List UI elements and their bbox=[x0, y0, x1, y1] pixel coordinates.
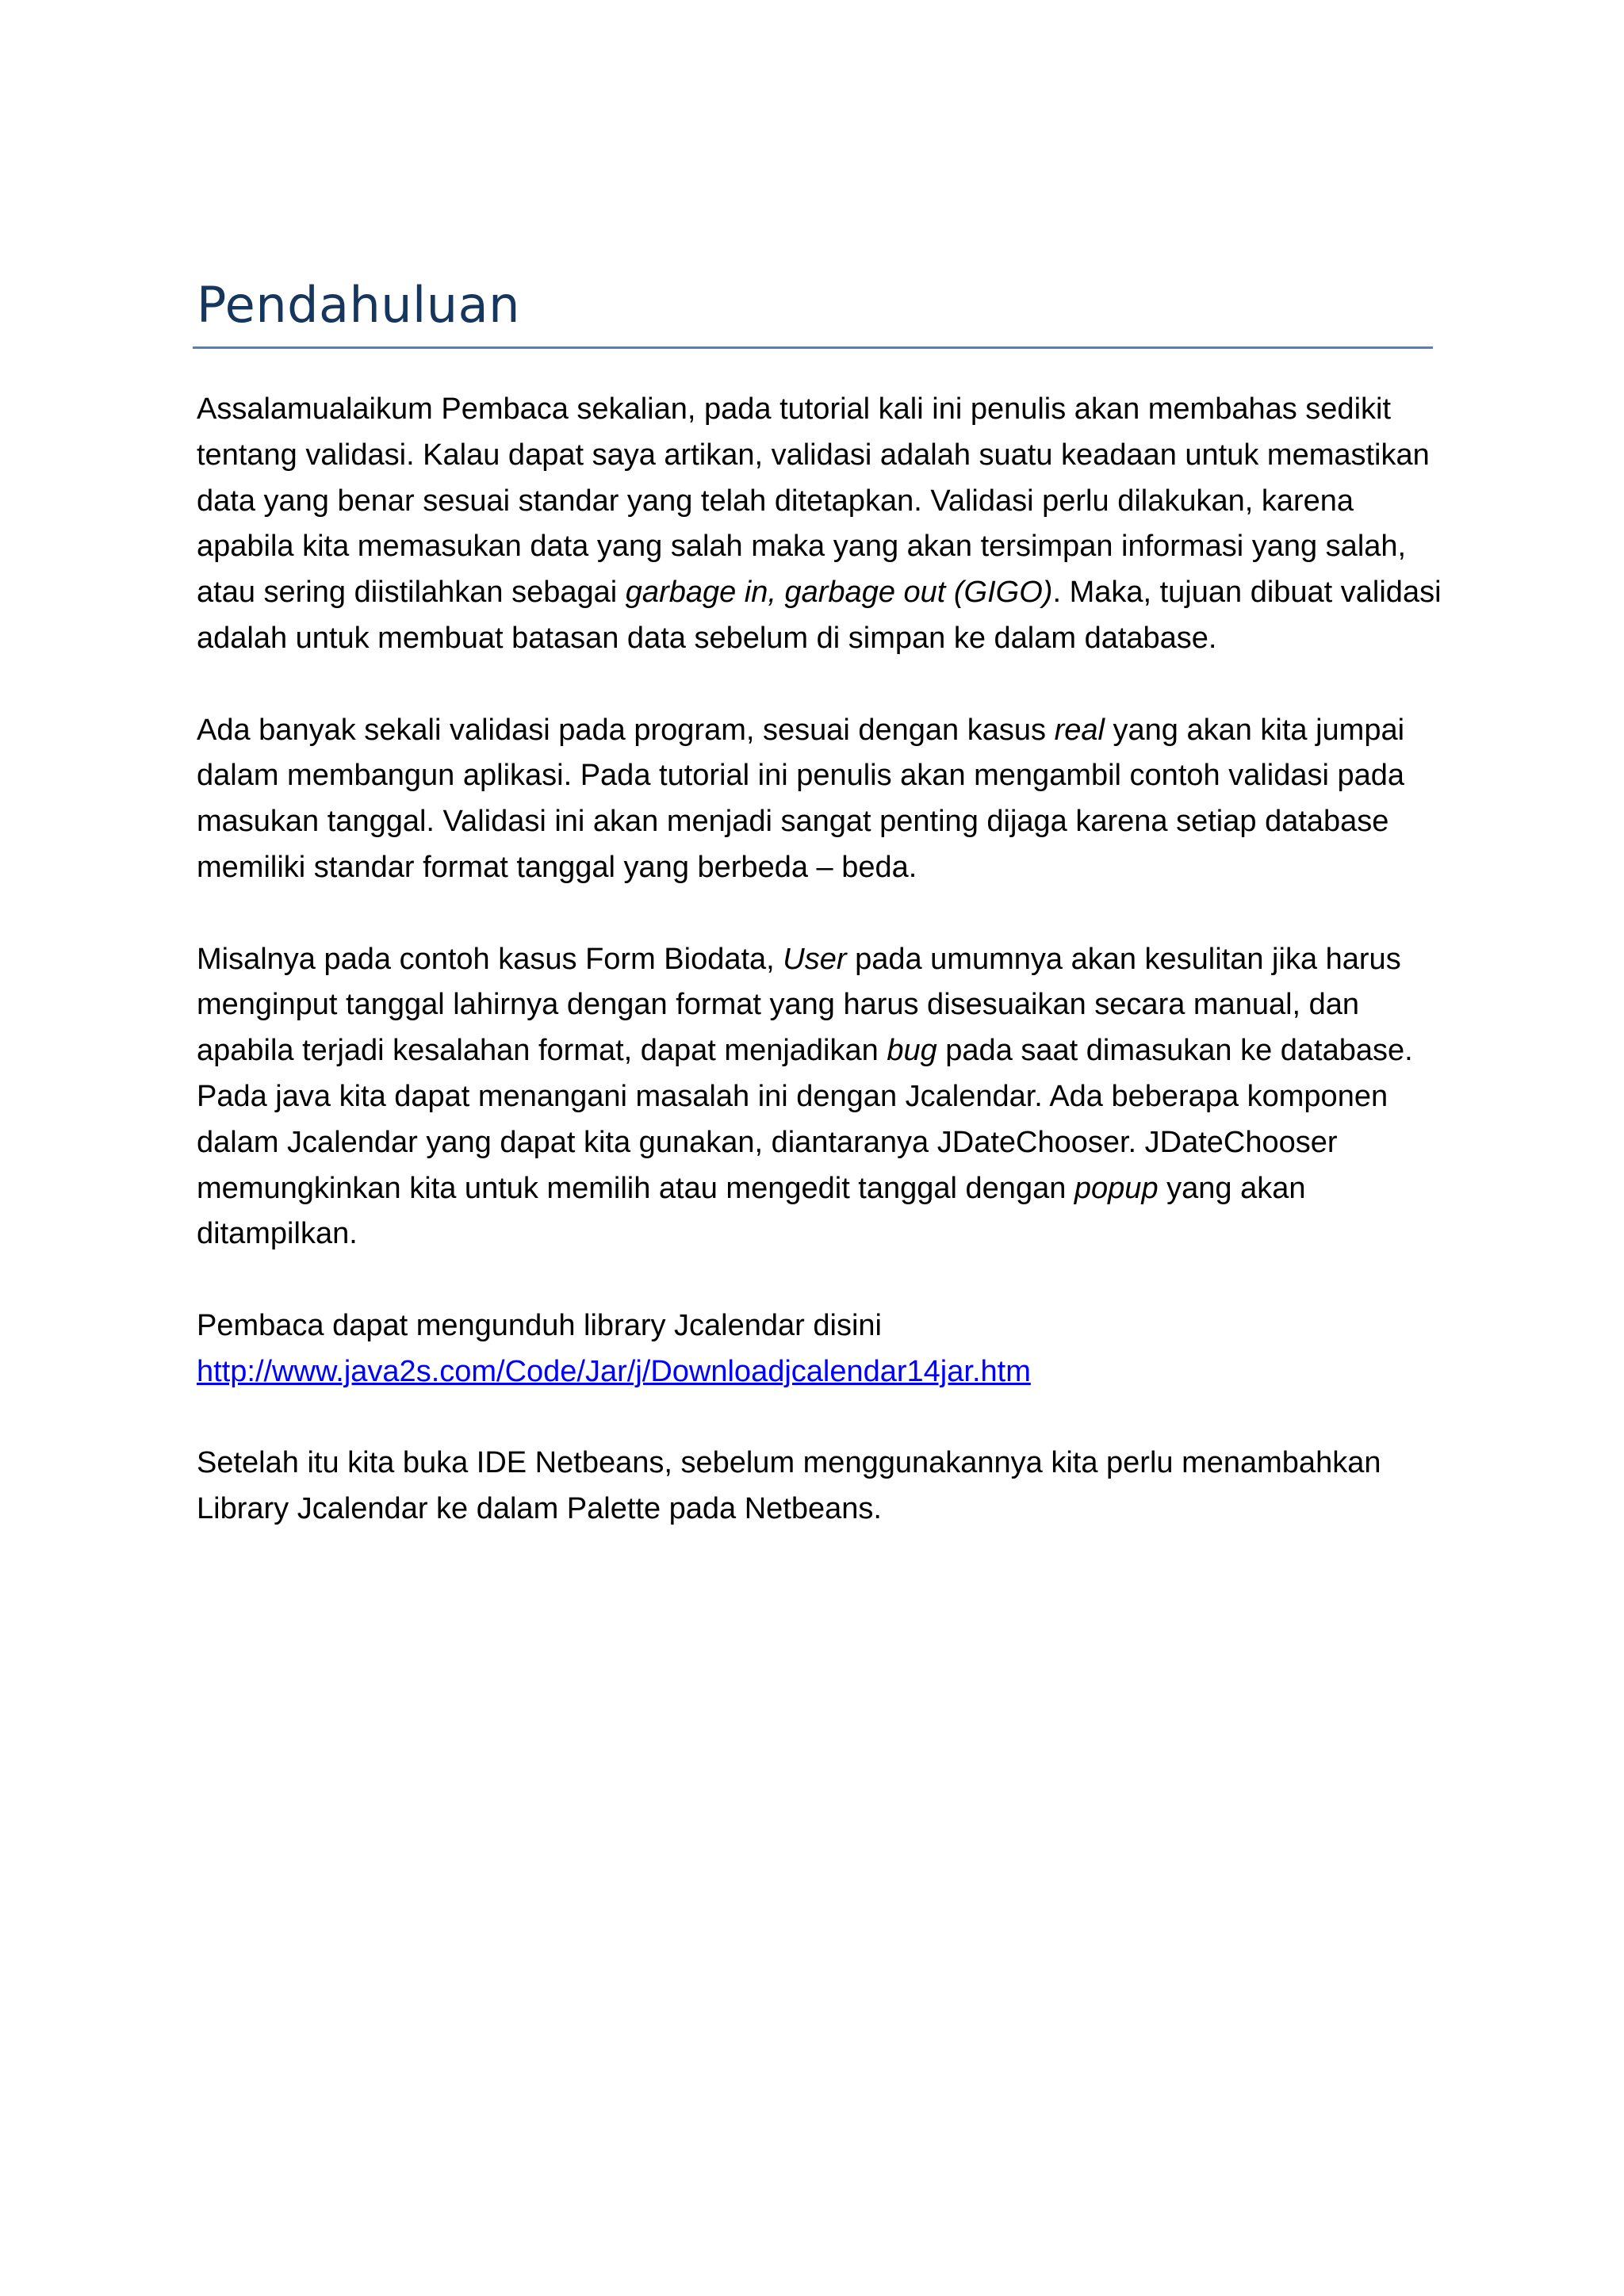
paragraph-validation-italic: real bbox=[1054, 713, 1105, 747]
paragraph-download bbox=[197, 1303, 1442, 1395]
paragraph-biodata-text-b: pada umumnya akan kesulitan jika harus menginput tanggal lahirnya dengan format yang harus disesuaikan secara manual, dan apabila terjadi kesalahan format, dapat menjadikan bbox=[197, 942, 1401, 1068]
paragraph-validation-text-b: yang akan kita jumpai dalam membangun aplikasi. Pada tutorial ini penulis akan mengambil contoh validasi pada masukan tanggal. Validasi ini akan menjadi sangat penting dijaga karena setiap database memiliki standar format tanggal yang berbeda – beda. bbox=[197, 713, 1405, 884]
paragraph-intro bbox=[197, 387, 1442, 662]
download-link[interactable]: http://www.java2s.com/Code/Jar/j/Downloadjcalendar14jar.htm bbox=[197, 1354, 1031, 1388]
paragraph-validation-cases bbox=[197, 708, 1442, 891]
paragraph-biodata-italic-popup: popup bbox=[1074, 1171, 1159, 1205]
paragraph-netbeans: Setelah itu kita buka IDE Netbeans, sebelum menggunakannya kita perlu menambahkan Library Jcalendar ke dalam Palette pada Netbeans. bbox=[197, 1446, 1381, 1526]
paragraph-form-biodata bbox=[197, 937, 1442, 1258]
paragraph-validation-text-a: Ada banyak sekali validasi pada program, sesuai dengan kasus bbox=[197, 713, 1055, 747]
paragraph-biodata-text-a: Misalnya pada contoh kasus Form Biodata, bbox=[197, 942, 783, 976]
paragraph-intro-text-b: . Maka, tujuan dibuat validasi adalah untuk membuat batasan data sebelum di simpan ke dalam database. bbox=[197, 576, 1442, 655]
paragraph-intro-italic: garbage in, garbage out (GIGO) bbox=[625, 576, 1053, 610]
paragraph-download-text: Pembaca dapat mengunduh library Jcalendar disini bbox=[197, 1308, 882, 1342]
paragraph-biodata-text-c: pada saat dimasukan ke database. Pada java kita dapat menangani masalah ini dengan Jcalendar. Ada beberapa komponen dalam Jcalendar yang dapat kita gunakan, diantaranya JDateChooser. JDateChooser memungkinkan kita untuk memilih atau mengedit tanggal dengan bbox=[197, 1034, 1413, 1205]
paragraph-biodata-text-d: yang akan ditampilkan. bbox=[197, 1171, 1306, 1251]
heading-block bbox=[197, 270, 1434, 341]
page-title: Pendahuluan bbox=[197, 276, 520, 334]
paragraph-biodata-italic-bug: bug bbox=[887, 1034, 937, 1068]
paragraph-intro-text-a: Assalamualaikum Pembaca sekalian, pada tutorial kali ini penulis akan membahas sedikit tentang validasi. Kalau dapat saya artikan, validasi adalah suatu keadaan untuk memastikan data yang benar sesuai standar yang telah ditetapkan. Validasi perlu dilakukan, karena apabila kita memasukan data yang salah maka yang akan tersimpan informasi yang salah, atau sering diistilahkan sebagai bbox=[197, 392, 1430, 610]
title-underline bbox=[193, 346, 1433, 349]
article-body bbox=[197, 387, 1442, 1578]
paragraph-biodata-italic-user: User bbox=[783, 942, 847, 976]
